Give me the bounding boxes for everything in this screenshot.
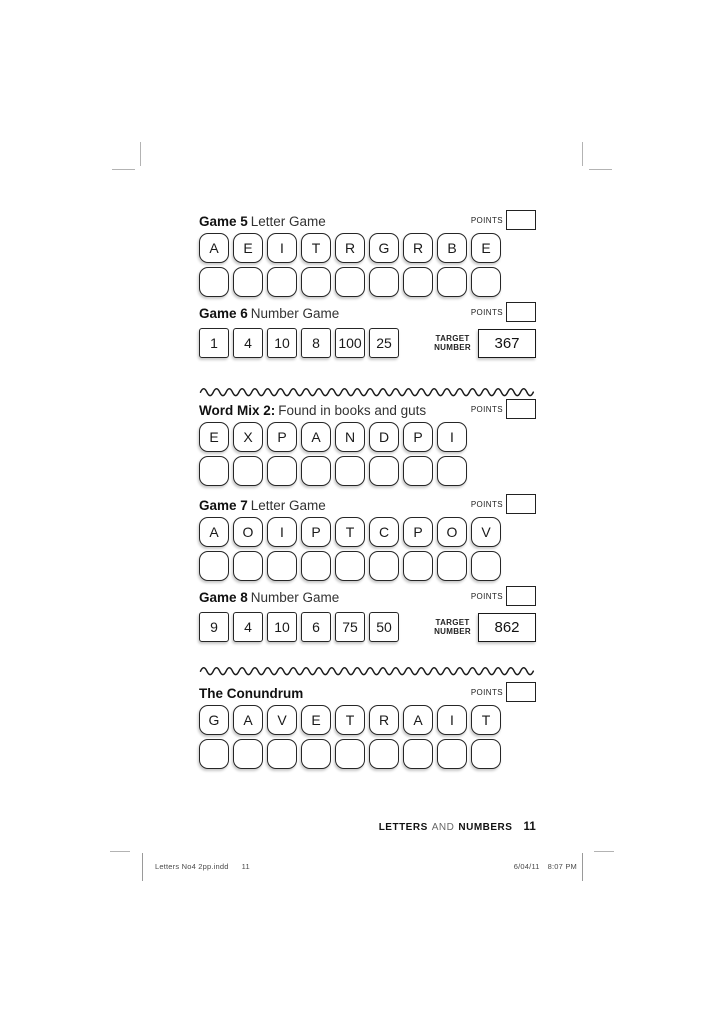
number-tile: 100 [335,328,365,358]
points-label: POINTS [470,405,503,414]
letter-tile: I [267,233,297,263]
empty-answer-tile [267,551,297,581]
number-tile-row [199,612,536,642]
points-label: POINTS [470,688,503,697]
letter-tile: I [267,517,297,547]
letter-tile: N [335,422,365,452]
target-number-group [434,612,536,642]
letter-tile: R [335,233,365,263]
letter-tile: T [301,233,331,263]
letter-tile: C [369,517,399,547]
wavy-divider [199,664,536,676]
letter-tile: P [403,517,433,547]
empty-answer-tile [471,267,501,297]
section-subtitle: Letter Game [250,498,326,513]
slug-datetime-line [514,862,577,871]
section-header [199,214,536,233]
number-tile: 9 [199,612,229,642]
points-group [471,399,536,419]
number-tile: 50 [369,612,399,642]
slug-date: 6/04/11 [513,862,540,871]
letter-tile: O [233,517,263,547]
section-header [199,686,536,705]
section-header [199,403,536,422]
empty-answer-tile [301,739,331,769]
points-label: POINTS [470,216,503,225]
target-label-line2: NUMBER [434,343,471,352]
empty-answer-tile [199,739,229,769]
answer-tile-row [199,551,536,581]
letter-tile: A [403,705,433,735]
footer-word-letters: LETTERS [378,822,428,833]
points-label: POINTS [470,500,503,509]
points-box [506,302,536,322]
empty-answer-tile [267,267,297,297]
points-group [471,302,536,322]
slug-filename: Letters No4 2pp.indd [155,862,229,871]
number-tile: 25 [369,328,399,358]
letter-tile: G [199,705,229,735]
section-subtitle: Number Game [250,590,340,605]
number-tile: 4 [233,612,263,642]
footer-word-numbers: NUMBERS [458,822,513,833]
letter-tile: T [335,705,365,735]
target-label-line1: TARGET [435,617,470,627]
target-number-box: 367 [478,329,536,358]
letter-tile-row [199,422,536,452]
empty-answer-tile [403,456,433,486]
crop-mark-top-left-vertical [140,142,141,166]
empty-answer-tile [437,551,467,581]
section-game6 [199,306,536,358]
empty-answer-tile [199,267,229,297]
empty-answer-tile [403,739,433,769]
letter-tile: P [267,422,297,452]
points-group [471,210,536,230]
crop-mark-bottom-right-horizontal [594,851,614,852]
answer-tile-row [199,456,536,486]
letter-tile: E [301,705,331,735]
target-number-group [434,328,536,358]
letter-tile: P [403,422,433,452]
section-subtitle: Found in books and guts [278,403,427,418]
points-box [506,586,536,606]
number-tile: 10 [267,328,297,358]
letter-tile: I [437,705,467,735]
number-tile: 75 [335,612,365,642]
letter-tile: V [267,705,297,735]
letter-tile-row [199,517,536,547]
letter-tile: G [369,233,399,263]
number-tile: 10 [267,612,297,642]
slug-rule-right [582,853,583,881]
section-title: Game 6 [199,306,248,321]
section-game8 [199,590,536,642]
empty-answer-tile [437,739,467,769]
letter-tile: E [199,422,229,452]
number-tile-row [199,328,536,358]
section-conundrum [199,686,536,769]
empty-answer-tile [335,739,365,769]
number-tile: 1 [199,328,229,358]
empty-answer-tile [437,267,467,297]
section-title: Game 5 [199,214,248,229]
empty-answer-tile [301,551,331,581]
letter-tile: A [199,517,229,547]
crop-mark-top-right-vertical [582,142,583,166]
letter-tile: A [233,705,263,735]
slug-time: 8:07 PM [547,862,577,871]
target-number-box: 862 [478,613,536,642]
empty-answer-tile [335,551,365,581]
letter-tile: O [437,517,467,547]
empty-answer-tile [301,456,331,486]
target-label-line2: NUMBER [434,627,471,636]
empty-answer-tile [301,267,331,297]
crop-mark-top-right-horizontal [589,169,612,170]
letter-tile: R [403,233,433,263]
points-label: POINTS [470,308,503,317]
letter-tile: X [233,422,263,452]
target-label-line1: TARGET [435,333,470,343]
section-wordmix2 [199,403,536,486]
empty-answer-tile [233,551,263,581]
points-group [471,494,536,514]
points-box [506,494,536,514]
letter-tile: V [471,517,501,547]
page-number: 11 [523,821,536,833]
empty-answer-tile [233,267,263,297]
empty-answer-tile [369,456,399,486]
target-number-label [434,334,471,353]
slug-filename-line [155,862,250,871]
empty-answer-tile [369,267,399,297]
letter-tile: A [301,422,331,452]
letter-tile: D [369,422,399,452]
points-box [506,210,536,230]
section-game5 [199,214,536,297]
letter-tile: E [233,233,263,263]
number-tile: 8 [301,328,331,358]
empty-answer-tile [335,456,365,486]
empty-answer-tile [199,551,229,581]
points-label: POINTS [470,592,503,601]
section-header [199,590,536,609]
empty-answer-tile [369,739,399,769]
slug-page: 11 [241,862,250,871]
section-title: Game 7 [199,498,248,513]
section-game7 [199,498,536,581]
empty-answer-tile [199,456,229,486]
empty-answer-tile [267,456,297,486]
letter-tile: A [199,233,229,263]
letter-tile: E [471,233,501,263]
empty-answer-tile [403,267,433,297]
letter-tile: I [437,422,467,452]
points-group [471,586,536,606]
empty-answer-tile [471,739,501,769]
section-subtitle: Number Game [250,306,340,321]
slug-rule-left [142,853,143,881]
letter-tile: T [471,705,501,735]
section-title: Game 8 [199,590,248,605]
empty-answer-tile [369,551,399,581]
footer-word-and: AND [431,822,455,833]
wavy-divider [199,385,536,397]
empty-answer-tile [233,739,263,769]
answer-tile-row [199,267,536,297]
empty-answer-tile [233,456,263,486]
section-header [199,498,536,517]
letter-tile-row [199,233,536,263]
empty-answer-tile [437,456,467,486]
empty-answer-tile [335,267,365,297]
section-title: Word Mix 2: [199,403,276,418]
letter-tile: B [437,233,467,263]
number-tile: 6 [301,612,331,642]
section-header [199,306,536,325]
empty-answer-tile [471,551,501,581]
answer-tile-row [199,739,536,769]
crop-mark-top-left-horizontal [112,169,135,170]
points-box [506,399,536,419]
empty-answer-tile [403,551,433,581]
page-footer [379,821,536,833]
points-group [471,682,536,702]
points-box [506,682,536,702]
crop-mark-bottom-left-horizontal [110,851,130,852]
letter-tile: T [335,517,365,547]
letter-tile: P [301,517,331,547]
section-title: The Conundrum [199,686,304,701]
target-number-label [434,618,471,637]
letter-tile-row [199,705,536,735]
empty-answer-tile [267,739,297,769]
number-tile: 4 [233,328,263,358]
letter-tile: R [369,705,399,735]
section-subtitle: Letter Game [250,214,326,229]
